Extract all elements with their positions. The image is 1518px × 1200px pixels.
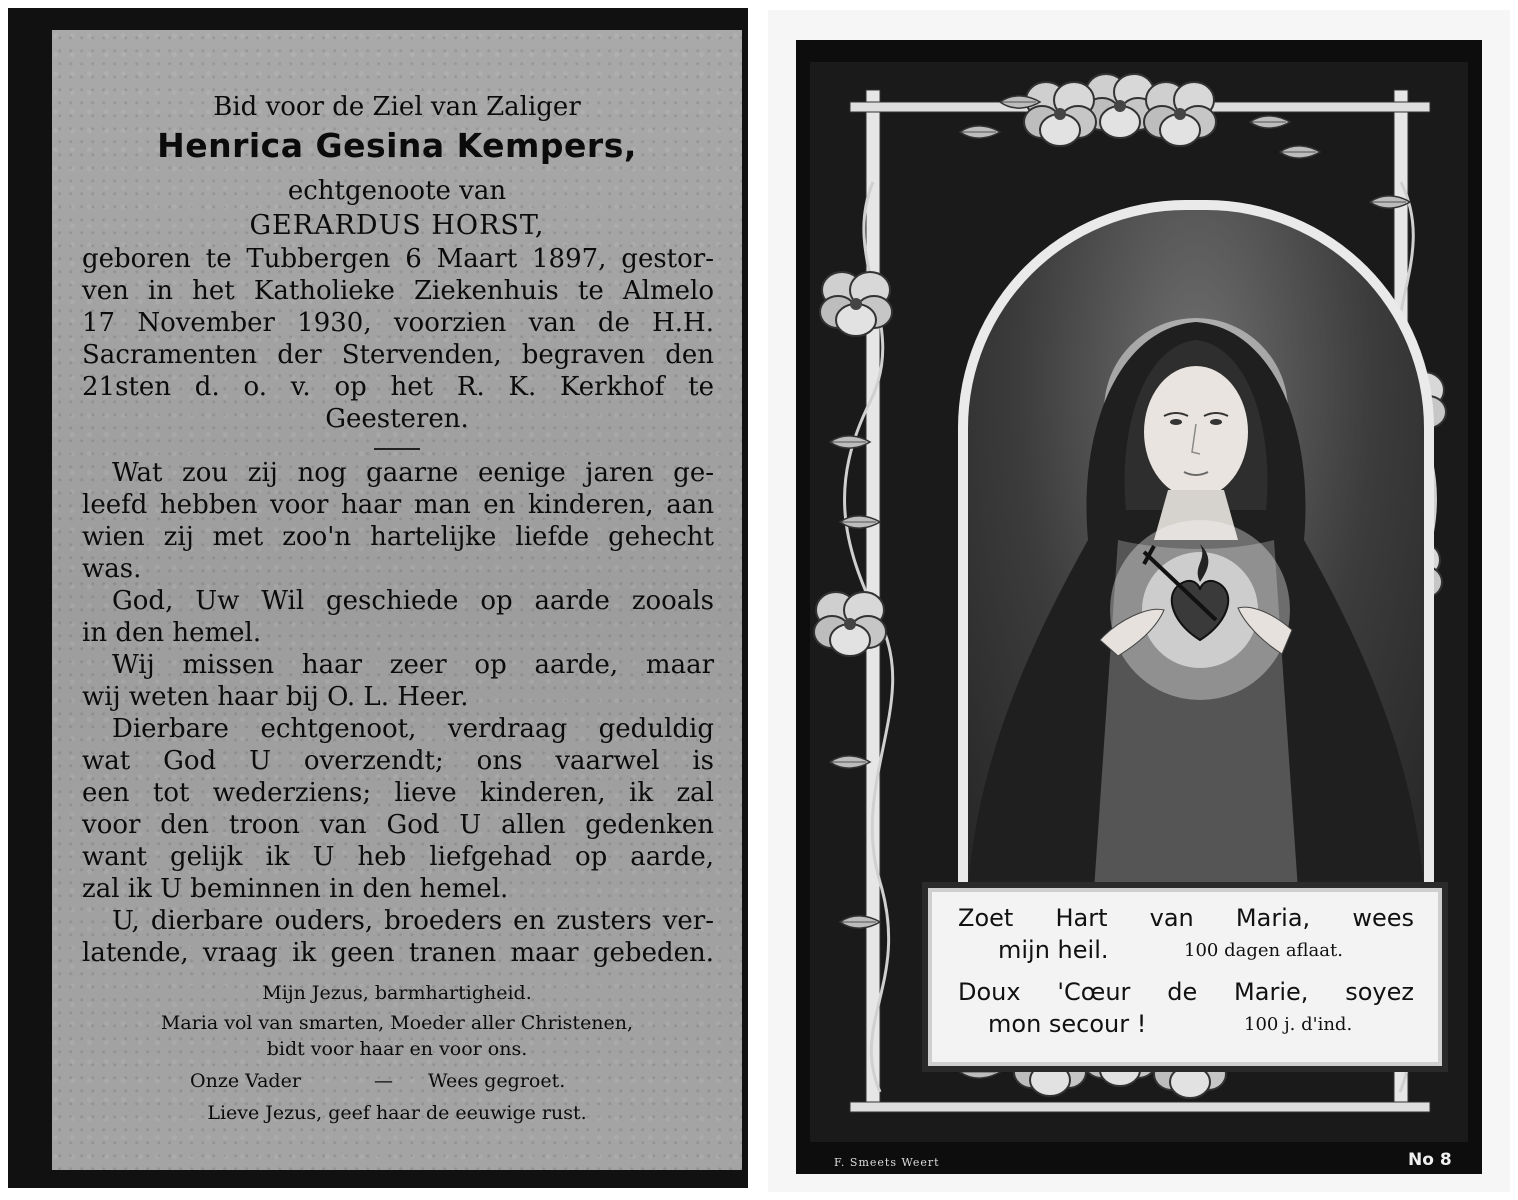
prayer-line: Lieve Jezus, geef haar de eeuwige rust.	[207, 1102, 587, 1124]
body-line: leefd hebben voor haar man en kinderen, aan	[82, 490, 714, 520]
body-line: God, Uw Wil geschiede op aarde zooals	[112, 586, 714, 616]
body-line: was.	[82, 554, 142, 584]
relation-line: echtgenoote van	[287, 176, 507, 206]
bio-line: ven in het Katholieke Ziekenhuis te Almelo	[82, 276, 714, 306]
prayer-our-father: Onze Vader	[190, 1070, 301, 1092]
memorial-card-text-side	[8, 8, 748, 1188]
madonna-portrait	[958, 200, 1434, 890]
body-line: Dierbare echtgenoot, verdraag geduldig	[112, 714, 714, 744]
prayer-caption	[928, 888, 1442, 1066]
text-panel	[52, 30, 742, 1170]
deceased-name: Henrica Gesina Kempers,	[157, 126, 637, 165]
caption-french-line2: mon secour !	[988, 1010, 1147, 1038]
printer-credit: F. Smeets Weert	[834, 1156, 940, 1169]
prayer-line: Maria vol van smarten, Moeder aller Christenen,	[160, 1012, 634, 1034]
spouse-name: GERARDUS HORST,	[249, 210, 545, 241]
body-line: latende, vraag ik geen tranen maar gebeden.	[82, 938, 714, 968]
body-line: U, dierbare ouders, broeders en zusters ver-	[112, 906, 714, 936]
body-line: wien zij met zoo'n hartelijke liefde gehecht	[82, 522, 714, 552]
body-line: een tot wederziens; lieve kinderen, ik zal	[82, 778, 714, 808]
caption-dutch-line2: mijn heil.	[998, 936, 1109, 964]
bio-line: 17 November 1930, voorzien van de H.H.	[82, 308, 714, 338]
prayer-hail-mary: Wees gegroet.	[428, 1070, 566, 1092]
caption-french-line1: Doux 'Cœur de Marie, soyez	[958, 978, 1414, 1006]
body-line: Wat zou zij nog gaarne eenige jaren ge-	[112, 458, 714, 488]
header-line: Bid voor de Ziel van Zaliger	[213, 92, 581, 122]
divider	[374, 448, 420, 450]
body-line: wij weten haar bij O. L. Heer.	[82, 682, 469, 712]
bio-line: 21sten d. o. v. op het R. K. Kerkhof te	[82, 372, 714, 402]
prayer-dash: —	[374, 1070, 393, 1092]
prayer-line: bidt voor haar en voor ons.	[266, 1038, 528, 1060]
memorial-card-image-side	[768, 10, 1510, 1192]
body-line: want gelijk ik U heb liefgehad op aarde,	[82, 842, 714, 872]
madonna-illustration	[968, 210, 1424, 890]
body-line: in den hemel.	[82, 618, 262, 648]
bio-line: Geesteren.	[325, 404, 469, 434]
prayer-line: Mijn Jezus, barmhartigheid.	[262, 982, 532, 1004]
floral-frame	[810, 62, 1468, 1142]
body-line: Wij missen haar zeer op aarde, maar	[112, 650, 714, 680]
bio-line: geboren te Tubbergen 6 Maart 1897, gestor-	[82, 244, 714, 274]
body-line: voor den troon van God U allen gedenken	[82, 810, 714, 840]
caption-dutch-line1: Zoet Hart van Maria, wees	[958, 904, 1414, 932]
bio-line: Sacramenten der Stervenden, begraven den	[82, 340, 714, 370]
body-line: zal ik U beminnen in den hemel.	[82, 874, 509, 904]
body-line: wat God U overzendt; ons vaarwel is	[82, 746, 714, 776]
caption-french-indulgence: 100 j. d'ind.	[1244, 1014, 1353, 1035]
caption-dutch-indulgence: 100 dagen aflaat.	[1184, 940, 1343, 961]
card-number: No 8	[1408, 1150, 1452, 1170]
